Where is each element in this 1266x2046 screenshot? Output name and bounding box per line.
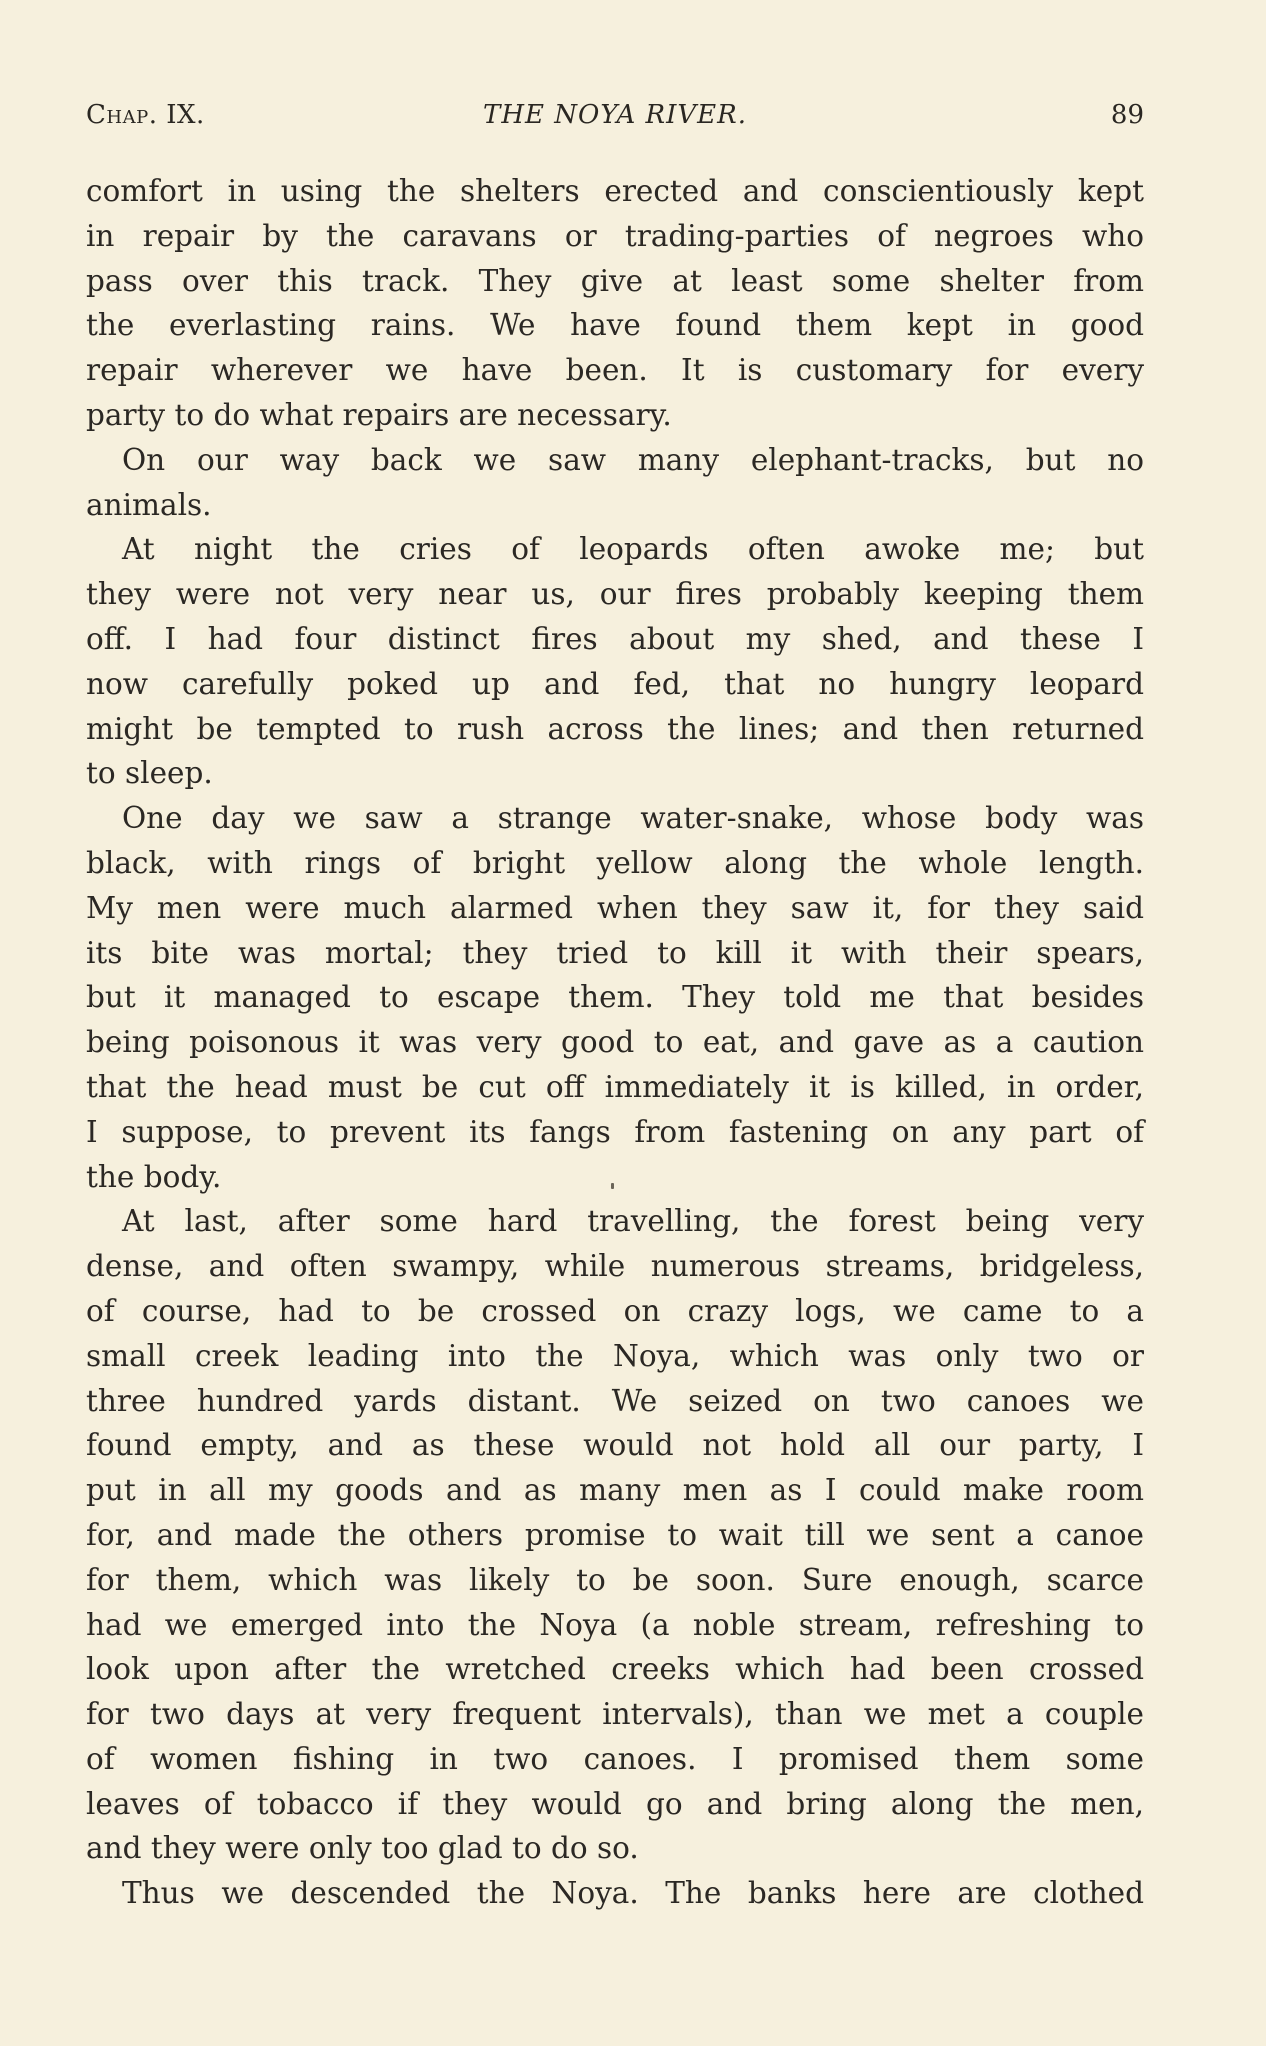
text-line: three hundred yards distant. We seized on two canoes we: [86, 1383, 1144, 1418]
paragraph: [86, 527, 1144, 796]
text-line: of course, had to be crossed on crazy logs, we came to a: [86, 1293, 1144, 1328]
paragraph: [86, 169, 1144, 438]
running-head: [86, 100, 1144, 140]
paragraph: [86, 1199, 1144, 1871]
chapter-title: THE NOYA RIVER.: [483, 100, 747, 130]
text-line: that the head must be cut off immediately it is killed, in order,: [86, 1069, 1144, 1104]
page-number: 89: [1110, 100, 1144, 130]
body-text: [86, 169, 1144, 1916]
text-line: they were not very near us, our fires probably keeping them: [86, 577, 1144, 612]
text-line: for, and made the others promise to wait till we sent a canoe: [86, 1517, 1144, 1552]
text-line: comfort in using the shelters erected and conscientiously kept: [86, 174, 1144, 208]
text-line: for them, which was likely to be soon. Sure enough, scarce: [86, 1562, 1144, 1597]
text-line: put in all my goods and as many men as I could make room: [86, 1473, 1144, 1508]
text-line: Thus we descended the Noya. The banks here are clothed: [122, 1876, 1144, 1911]
text-line: leaves of tobacco if they would go and bring along the men,: [86, 1786, 1144, 1821]
text-line: but it managed to escape them. They told me that besides: [86, 980, 1144, 1015]
text-line: and they were only too glad to do so.: [86, 1831, 639, 1866]
text-line: had we emerged into the Noya (a noble stream, refreshing to: [86, 1607, 1144, 1642]
text-line: animals.: [86, 487, 212, 522]
text-line: repair wherever we have been. It is customary for every: [86, 353, 1144, 388]
text-line: for two days at very frequent intervals), than we met a couple: [86, 1697, 1144, 1732]
text-line: dense, and often swampy, while numerous streams, bridgeless,: [86, 1249, 1144, 1284]
text-line: being poisonous it was very good to eat, and gave as a caution: [86, 1025, 1144, 1060]
text-line: of women fishing in two canoes. I promised them some: [86, 1741, 1144, 1776]
text-line: My men were much alarmed when they saw it, for they said: [86, 890, 1144, 925]
text-line: At night the cries of leopards often awoke me; but: [122, 532, 1144, 567]
text-line: I suppose, to prevent its fangs from fastening on any part of: [86, 1114, 1144, 1149]
text-line: might be tempted to rush across the lines; and then returned: [86, 711, 1144, 746]
text-line: look upon after the wretched creeks which had been crossed: [86, 1652, 1144, 1687]
paragraph: [86, 796, 1144, 1199]
text-line: off. I had four distinct fires about my shed, and these I: [86, 621, 1144, 656]
text-line: One day we saw a strange water-snake, whose body was: [122, 801, 1144, 836]
text-line: At last, after some hard travelling, the forest being very: [122, 1204, 1144, 1239]
paragraph: [86, 1871, 1144, 1916]
text-line: found empty, and as these would not hold all our party, I: [86, 1428, 1144, 1463]
text-line: On our way back we saw many elephant-tracks, but no: [122, 442, 1144, 477]
text-line: small creek leading into the Noya, which was only two or: [86, 1338, 1144, 1373]
print-speck: [611, 1183, 614, 1189]
text-line: in repair by the caravans or trading-parties of negroes who: [86, 218, 1144, 253]
text-line: party to do what repairs are necessary.: [86, 397, 672, 432]
text-line: the everlasting rains. We have found them kept in good: [86, 308, 1144, 343]
paragraph: [86, 438, 1144, 528]
text-line: its bite was mortal; they tried to kill it with their spears,: [86, 935, 1144, 970]
text-line: pass over this track. They give at least some shelter from: [86, 263, 1144, 298]
text-line: black, with rings of bright yellow along the whole length.: [86, 845, 1144, 880]
text-line: now carefully poked up and fed, that no hungry leopard: [86, 666, 1144, 701]
text-line: the body.: [86, 1159, 222, 1194]
text-line: to sleep.: [86, 756, 213, 791]
chapter-label: Chap. IX.: [86, 100, 205, 130]
